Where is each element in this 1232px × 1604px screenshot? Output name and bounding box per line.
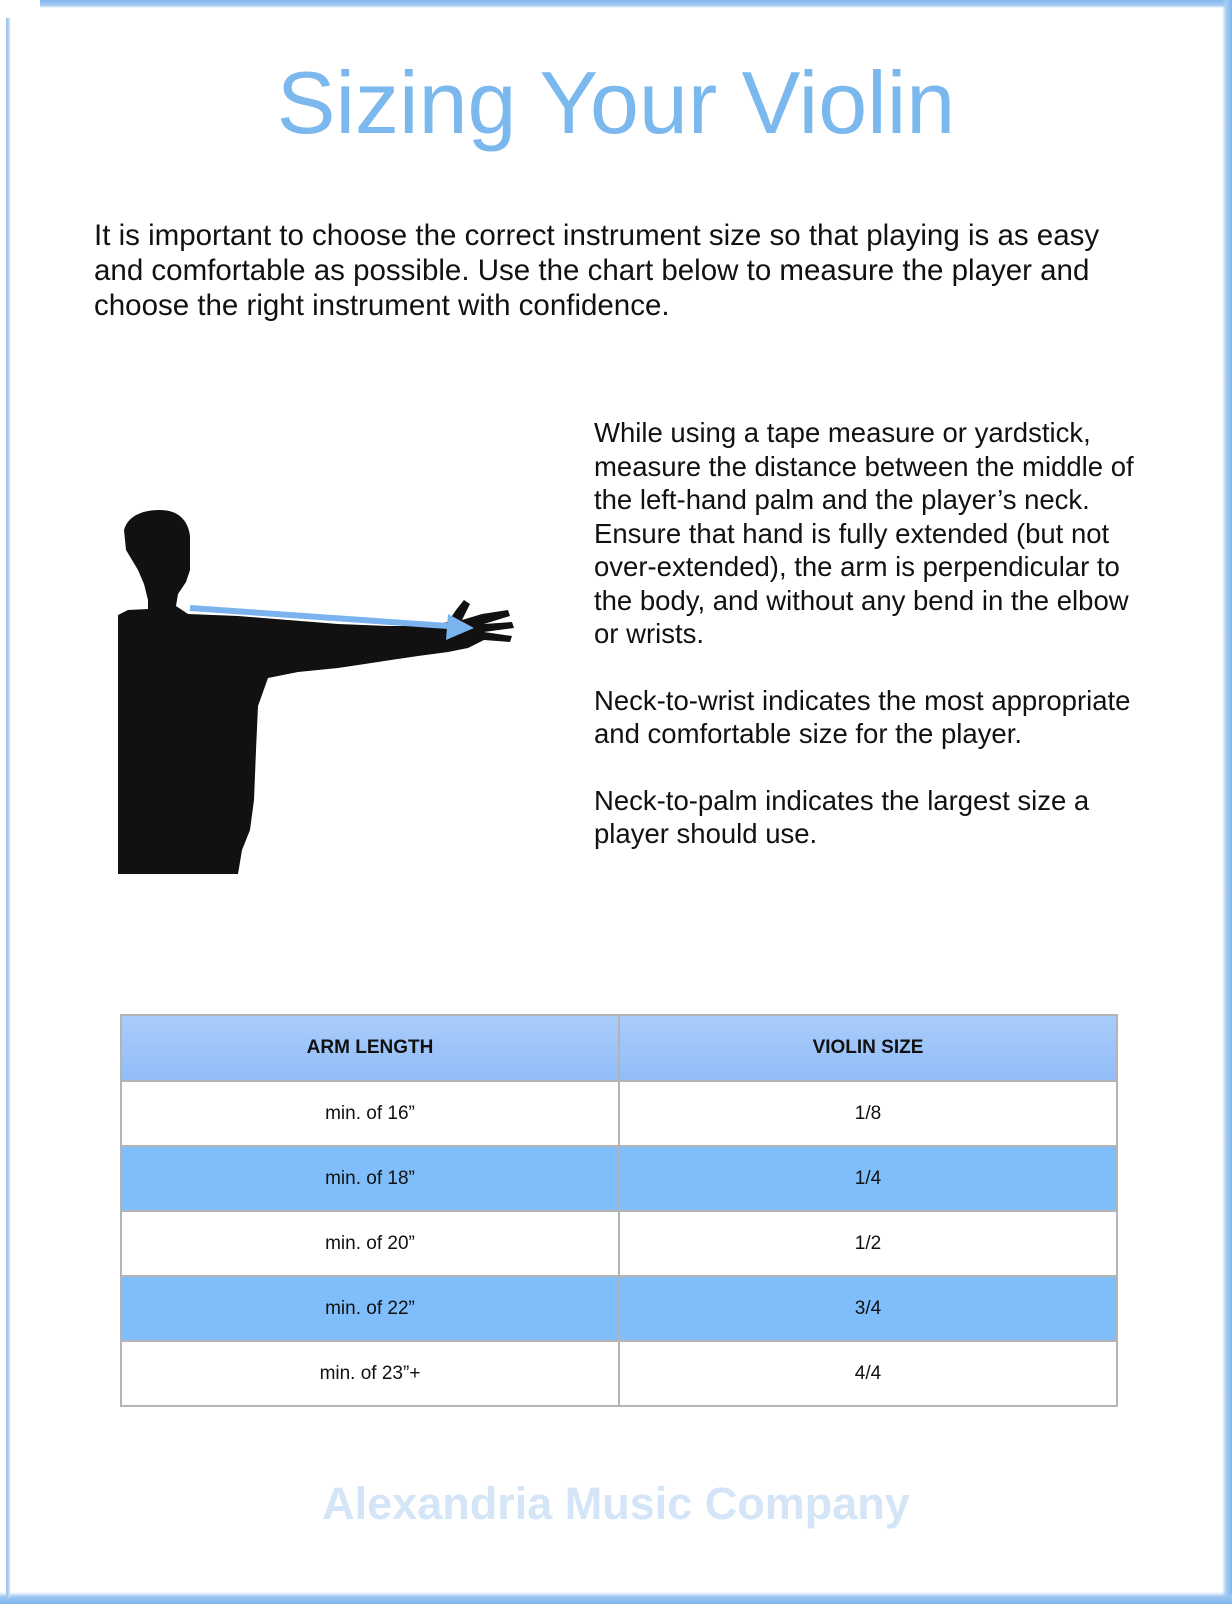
violin-size-cell: 1/4 [619, 1146, 1117, 1211]
violin-size-cell: 1/8 [619, 1081, 1117, 1146]
table-row [121, 1081, 1117, 1146]
violin-size-cell: 1/2 [619, 1211, 1117, 1276]
neck-to-wrist-note: Neck-to-wrist indicates the most appropriate and comfortable size for the player. [594, 684, 1131, 749]
arm-measurement-figure [118, 510, 538, 874]
neck-to-palm-note: Neck-to-palm indicates the largest size a player should use. [594, 784, 1090, 849]
violin-size-cell: 3/4 [619, 1276, 1117, 1341]
instructions-paragraph: While using a tape measure or yardstick, measure the distance between the middle of the left-hand palm and the player’s neck. Ensure that hand is fully extended (but not over-extended), the arm is perpendicular to the body, and without any bend in the elbow or wrists. [594, 417, 1134, 649]
page-border-right [1222, 0, 1232, 1604]
table-row [121, 1341, 1117, 1406]
page-border-top [40, 0, 1232, 8]
company-name-footer: Alexandria Music Company [322, 1478, 910, 1529]
arm-length-cell: min. of 23”+ [121, 1341, 619, 1406]
column-header-arm-length: ARM LENGTH [121, 1015, 619, 1081]
measurement-instructions [594, 416, 1134, 884]
arm-length-cell: min. of 20” [121, 1211, 619, 1276]
page-border-left [6, 18, 10, 1598]
table-header-row [121, 1015, 1117, 1081]
arm-length-cell: min. of 18” [121, 1146, 619, 1211]
column-header-violin-size: VIOLIN SIZE [619, 1015, 1117, 1081]
page-border-bottom [0, 1592, 1232, 1604]
table-row [121, 1276, 1117, 1341]
arm-length-cell: min. of 22” [121, 1276, 619, 1341]
violin-size-cell: 4/4 [619, 1341, 1117, 1406]
arm-measurement-silhouette-icon [118, 510, 538, 874]
table-row [121, 1211, 1117, 1276]
arm-length-cell: min. of 16” [121, 1081, 619, 1146]
size-chart-table [120, 1014, 1118, 1407]
table-row [121, 1146, 1117, 1211]
intro-paragraph: It is important to choose the correct instrument size so that playing is as easy and comfortable as possible. Use the chart below to measure the player and choose the right instrument with confidence. [94, 219, 1100, 322]
page-title: Sizing Your Violin [276, 53, 956, 152]
